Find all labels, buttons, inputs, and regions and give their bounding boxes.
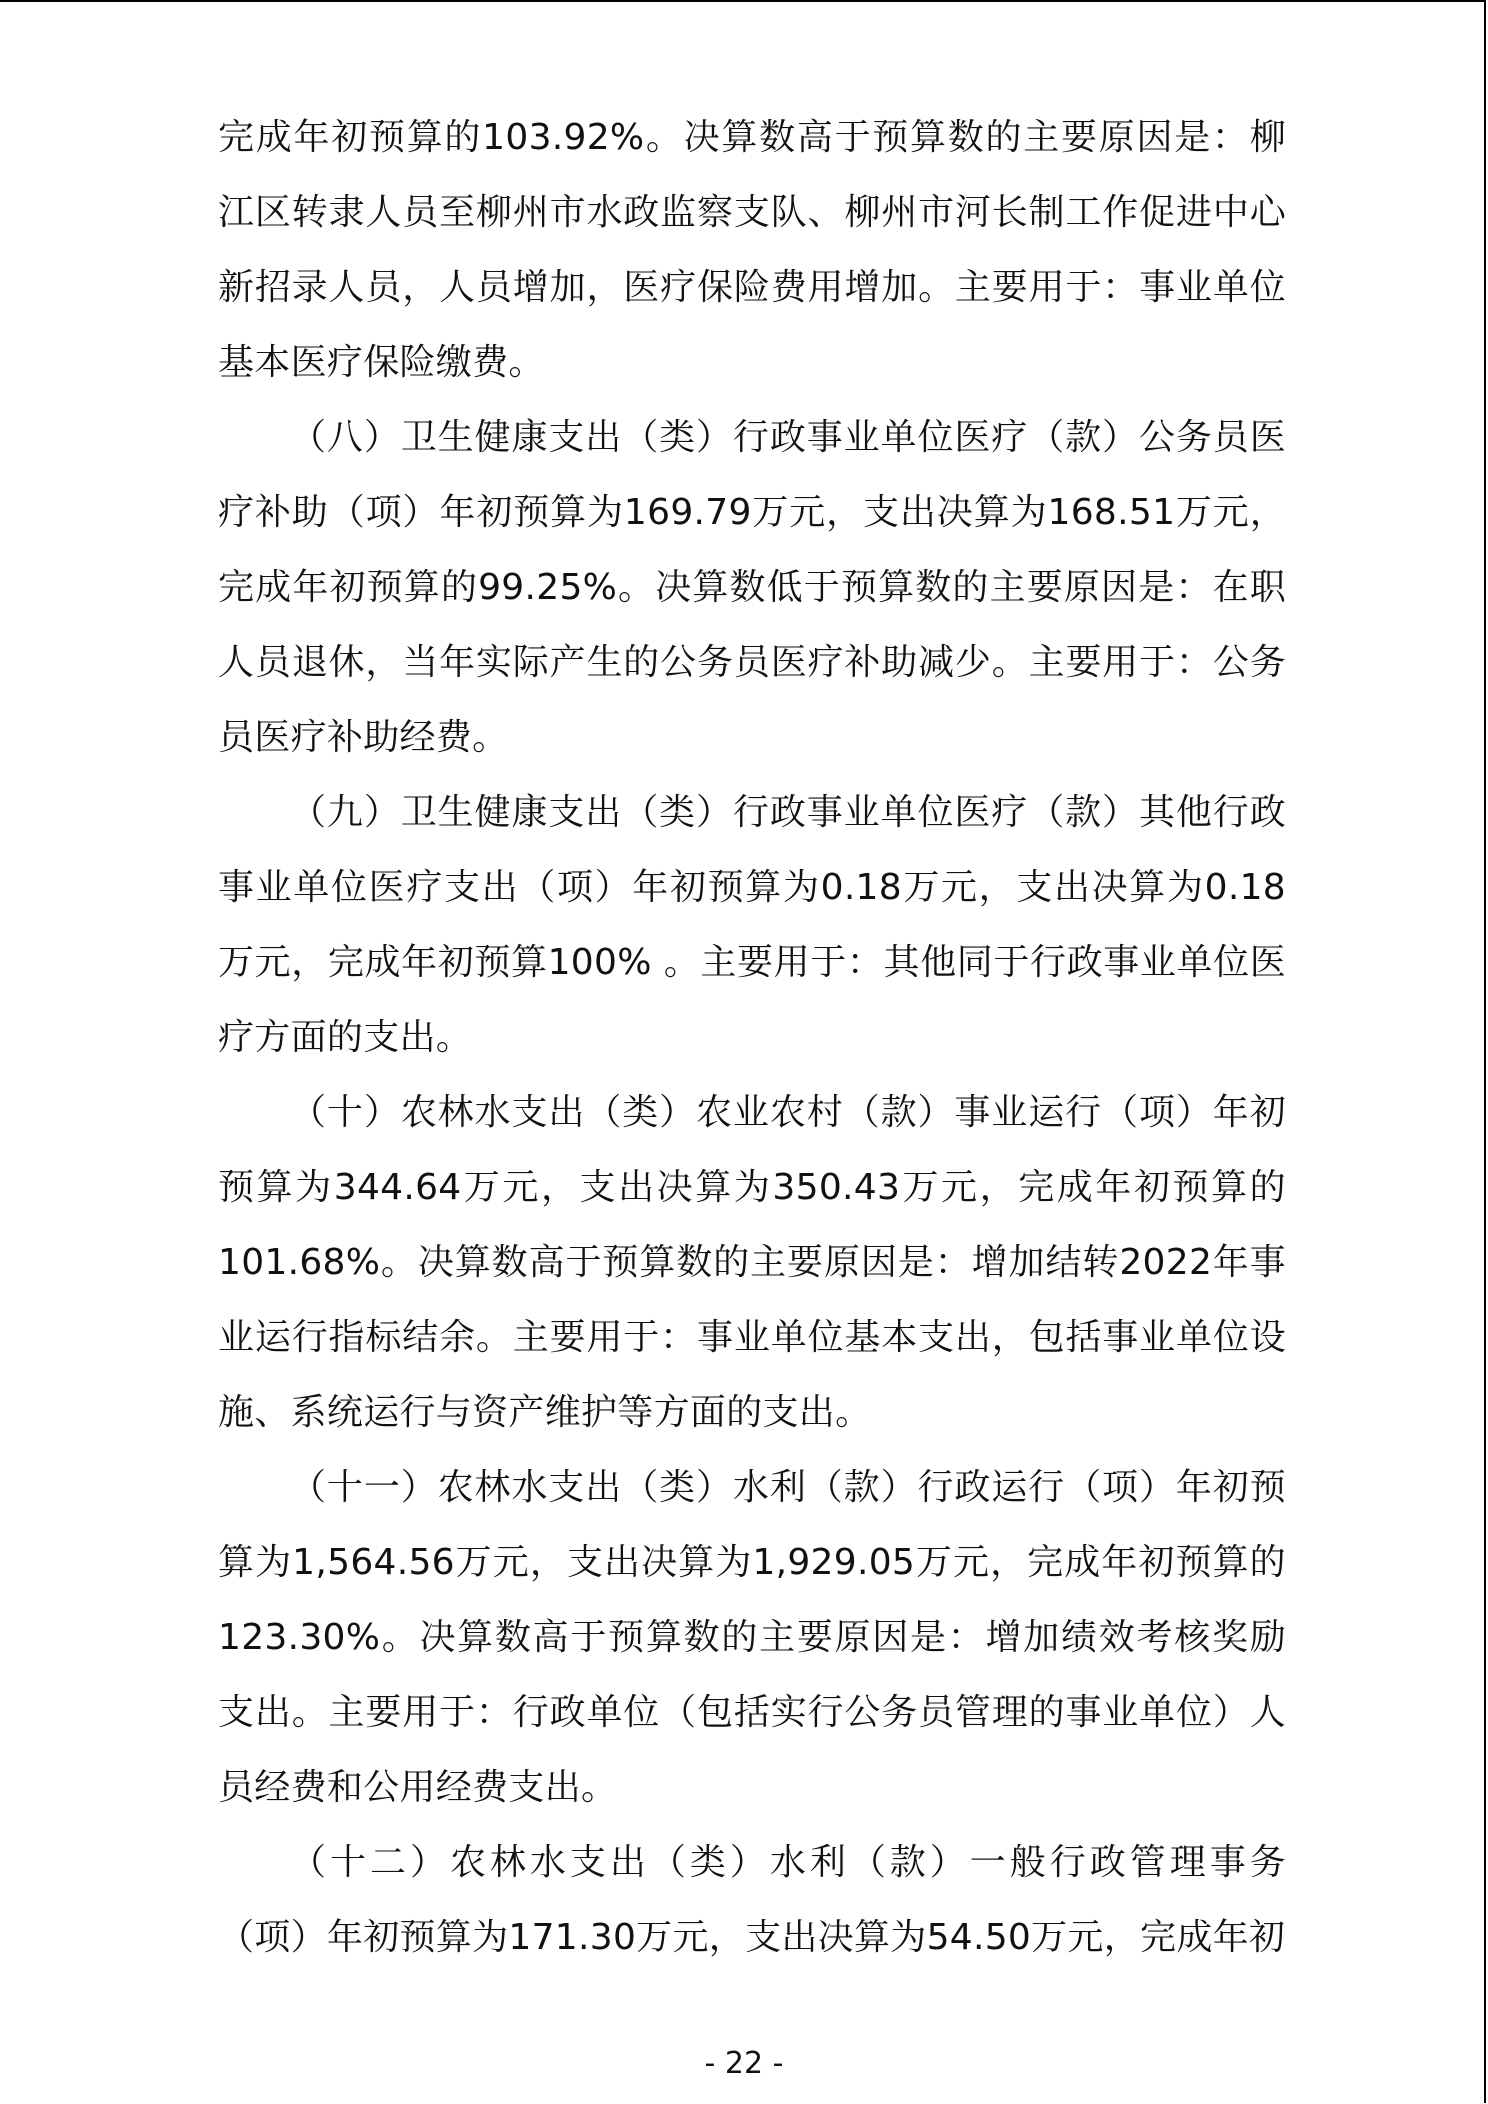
paragraph-6: （十二）农林水支出（类）水利（款）一般行政管理事务（项）年初预算为171.30万元，支出决算为54.50万元，完成年初 bbox=[218, 1842, 1286, 1958]
body-text bbox=[218, 100, 1286, 1975]
paragraph-1: 完成年初预算的103.92%。决算数高于预算数的主要原因是：柳江区转隶人员至柳州市水政监察支队、柳州市河长制工作促进中心新招录人员，人员增加，医疗保险费用增加。主要用于：事业单位基本医疗保险缴费。 bbox=[218, 117, 1286, 383]
paragraph-5: （十一）农林水支出（类）水利（款）行政运行（项）年初预算为1,564.56万元，支出决算为1,929.05万元，完成年初预算的123.30%。决算数高于预算数的主要原因是：增加绩效考核奖励支出。主要用于：行政单位（包括实行公务员管理的事业单位）人员经费和公用经费支出。 bbox=[218, 1467, 1286, 1808]
paragraph-4: （十）农林水支出（类）农业农村（款）事业运行（项）年初预算为344.64万元，支出决算为350.43万元，完成年初预算的101.68%。决算数高于预算数的主要原因是：增加结转2022年事业运行指标结余。主要用于：事业单位基本支出，包括事业单位设施、系统运行与资产维护等方面的支出。 bbox=[218, 1092, 1286, 1433]
paragraph-3: （九）卫生健康支出（类）行政事业单位医疗（款）其他行政事业单位医疗支出（项）年初预算为0.18万元，支出决算为0.18万元，完成年初预算100% 。主要用于：其他同于行政事业单位医疗方面的支出。 bbox=[218, 792, 1286, 1058]
paragraph-2: （八）卫生健康支出（类）行政事业单位医疗（款）公务员医疗补助（项）年初预算为169.79万元，支出决算为168.51万元，完成年初预算的99.25%。决算数低于预算数的主要原因是：在职人员退休，当年实际产生的公务员医疗补助减少。主要用于：公务员医疗补助经费。 bbox=[218, 417, 1286, 758]
page-number: - 22 - bbox=[704, 2046, 784, 2081]
